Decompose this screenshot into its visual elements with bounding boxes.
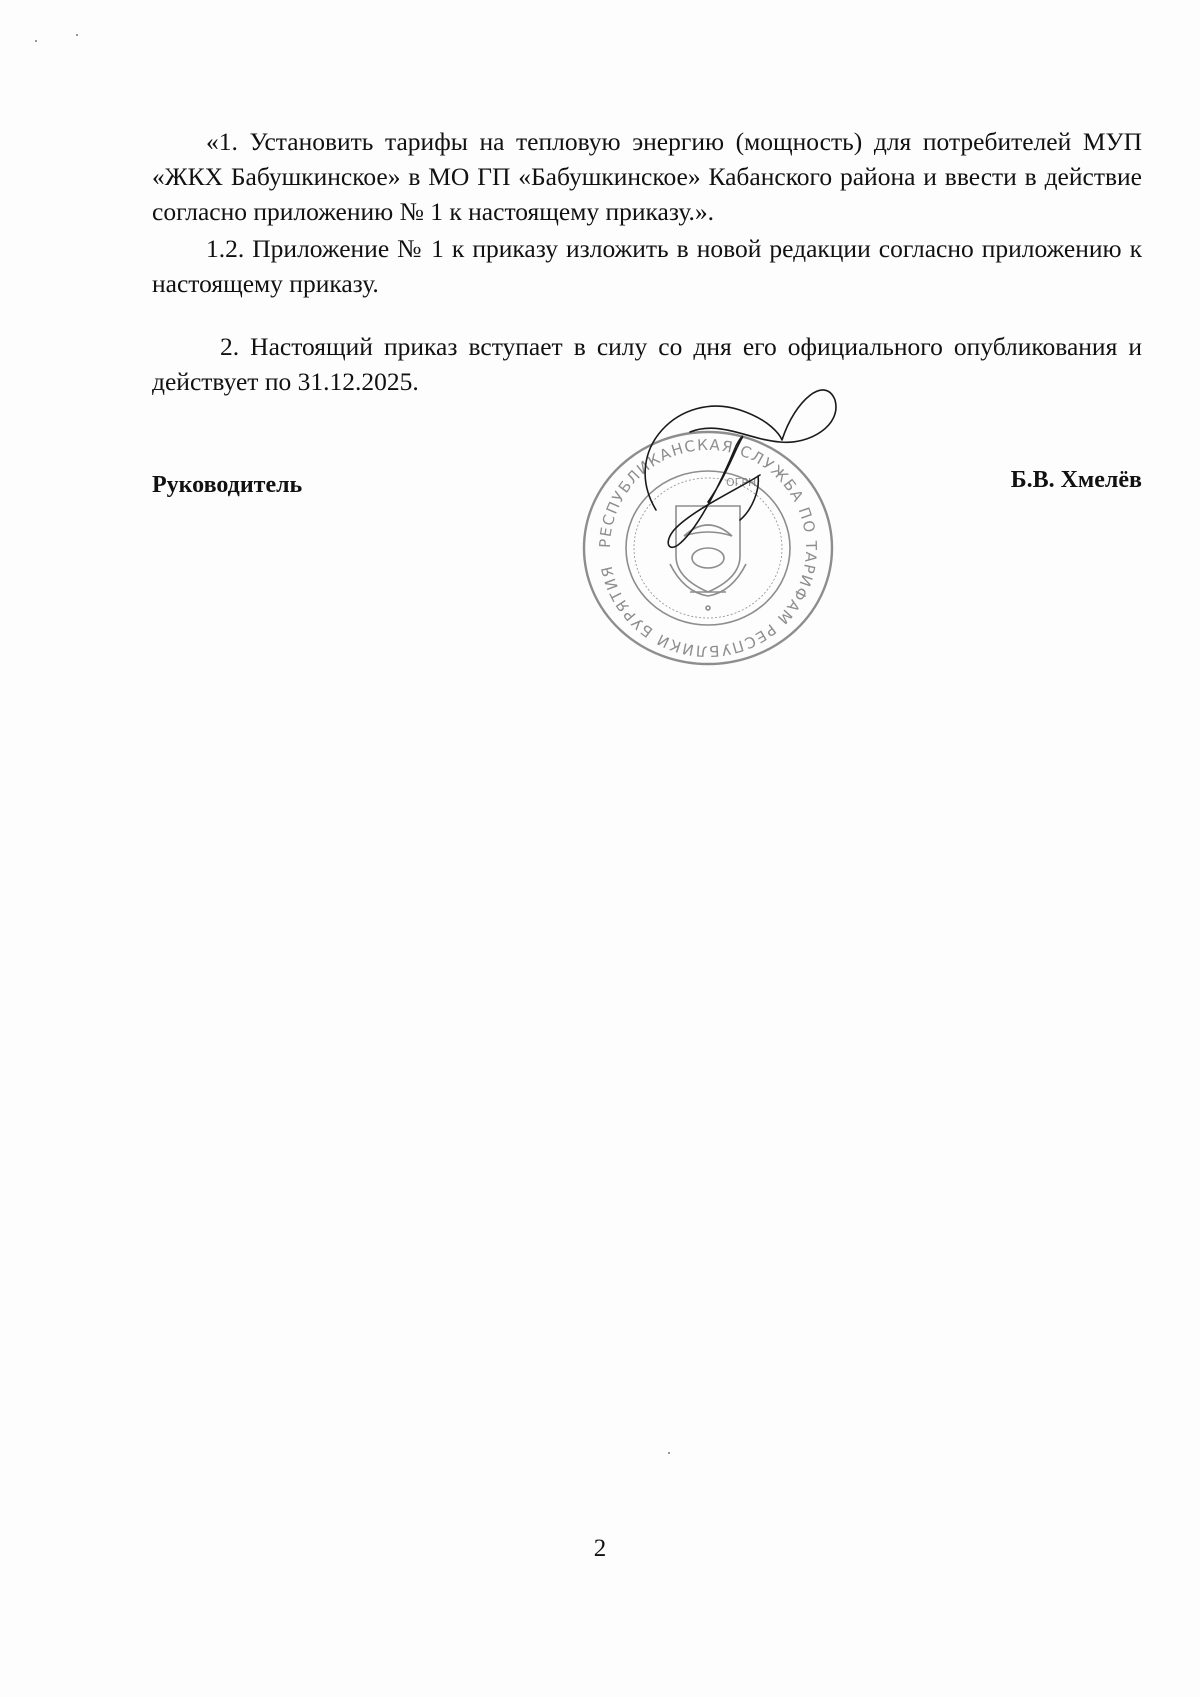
page-number: 2 (593, 1535, 607, 1562)
scan-speck (668, 1452, 670, 1454)
paragraph-1: «1. Установить тарифы на тепловую энергию (мощность) для потребителей МУП «ЖКХ Бабушкинское» в МО ГП «Бабушкинское» Кабанского района и ввести в действие согласно приложению № 1 к настоящему приказу.». (152, 126, 1142, 226)
seal-inner-text: ОГРН (726, 476, 757, 489)
signatory-title: Руководитель (152, 472, 303, 498)
signatory-name: Б.В. Хмелёв (1010, 467, 1142, 493)
paragraph-2: 2. Настоящий приказ вступает в силу со дня его официального опубликования и действует по 31.12.2025. (152, 331, 1142, 396)
seal-outer-text: РЕСПУБЛИКАНСКАЯ СЛУЖБА ПО ТАРИФАМ РЕСПУБЛИКИ БУРЯТИЯ (595, 435, 821, 661)
scan-speck (76, 34, 78, 36)
scan-speck (35, 40, 37, 42)
handwritten-signature (620, 380, 860, 590)
paragraph-1-2: 1.2. Приложение № 1 к приказу изложить в новой редакции согласно приложению к настоящему приказу. (152, 233, 1142, 298)
